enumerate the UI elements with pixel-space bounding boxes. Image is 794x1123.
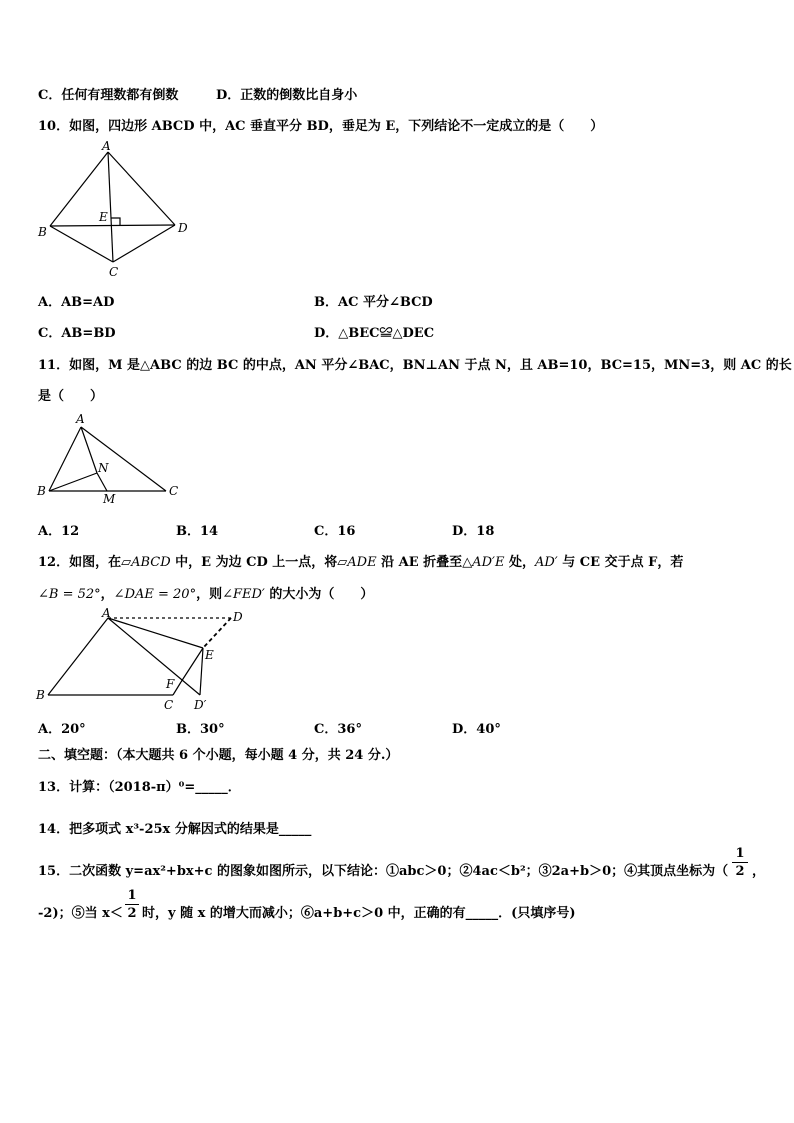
q15-fraction-2-num: 1 [125,889,139,905]
q10-option-c: C．AB=BD [38,326,116,341]
q11-option-d: D．18 [452,524,495,539]
q12-label-b: B [36,688,45,702]
q12-label-c: C [164,698,174,712]
q12-stem-post: 与 CE 交于点 F，若 [557,555,684,570]
q11-label-c: C [169,484,179,498]
q12-stem-mid-2: ，则 [196,587,223,602]
q12-stem-mid: 中，E 为边 CD 上一点，将 [170,555,338,570]
q12-label-f: F [166,677,175,691]
q12-option-c: C．36° [314,722,362,737]
q12-stem-mid2: 沿 AE 折叠至 [376,555,463,570]
q15-stem-line2-post: 时，y 随 x 的增大而减小；⑥a+b+c＞0 中，正确的有_____．(只填序号) [142,906,576,921]
q12-triangle-adpe: △AD′E [462,555,505,570]
q15-stem-line1: 15．二次函数 y=ax²+bx+c 的图象如图所示，以下结论：①abc＞0；②4ac＜b²；③2a+b＞0；④其顶点坐标为（ [38,864,729,879]
q12-stem-line1 [38,551,683,570]
q12-figure [30,605,260,715]
q13-stem: 13．计算：（2018-π）⁰=_____． [38,780,241,795]
q12-segment-adp: AD′ [534,555,558,570]
q12-option-b: B．30° [176,722,225,737]
q11-label-n: N [98,461,109,475]
q12-option-d: D．40° [452,722,501,737]
q12-parallelogram-abcd: ▱ABCD [121,555,171,570]
q11-label-a: A [76,412,85,426]
q10-figure [30,140,200,280]
q12-stem-post-2: 的大小为（ ） [264,587,374,602]
section-2-heading: 二、填空题：（本大题共 6 个小题，每小题 4 分，共 24 分.） [38,748,399,763]
q10-option-b: B．AC 平分∠BCD [314,295,433,310]
q10-stem: 10．如图，四边形 ABCD 中，AC 垂直平分 BD，垂足为 E，下列结论不一定成立的是（ ） [38,119,604,134]
q12-angle-fedp: ∠FED′ [222,587,265,602]
q12-stem-line2 [38,583,373,602]
q12-label-d: D [233,610,243,624]
q15-fraction-2-den: 2 [127,906,137,921]
q12-label-e: E [205,648,214,662]
q15-fraction-1-den: 2 [735,864,745,879]
option-d-prev: D．正数的倒数比自身小 [216,88,358,103]
q11-stem-line2: 是（ ） [38,389,104,404]
q12-stem-sep: ， [100,587,114,602]
q11-stem-line1: 11．如图，M 是△ABC 的边 BC 的中点，AN 平分∠BAC，BN⊥AN 于点 N，且 AB=10，BC=15，MN=3，则 AC 的长 [38,358,792,373]
q14-stem: 14．把多项式 x³-25x 分解因式的结果是_____ [38,822,312,837]
q10-option-d: D．△BEC≌△DEC [314,326,435,341]
q11-figure [30,410,190,505]
q12-angle-b: ∠B = 52° [38,587,101,602]
q11-option-c: C．16 [314,524,356,539]
q10-label-d: D [178,221,188,235]
q10-label-a: A [102,139,111,153]
q12-label-a: A [102,606,111,620]
q10-label-c: C [109,265,119,279]
q10-label-b: B [38,225,47,239]
q12-angle-dae: ∠DAE = 20° [113,587,197,602]
q15-fraction-1-num: 1 [732,847,748,863]
q15-line1-end: ， [752,864,766,879]
q10-option-a: A．AB=AD [38,295,115,310]
q11-label-b: B [37,484,46,498]
q11-option-a: A．12 [38,524,80,539]
option-c-prev: C．任何有理数都有倒数 [38,88,179,103]
q15-fraction-2 [125,889,139,920]
q10-label-e: E [99,210,108,224]
q15-fraction-1 [732,847,748,878]
q12-option-a: A．20° [38,722,86,737]
q12-triangle-ade: ▱ADE [337,555,377,570]
q11-option-b: B．14 [176,524,219,539]
q15-stem-line2-pre: -2)；⑤当 x＜ [38,906,123,921]
q12-label-dp: D′ [194,698,207,712]
q12-stem-mid3: 处， [504,555,535,570]
q11-label-m: M [103,492,116,506]
q12-stem-pre: 12．如图，在 [38,555,122,570]
